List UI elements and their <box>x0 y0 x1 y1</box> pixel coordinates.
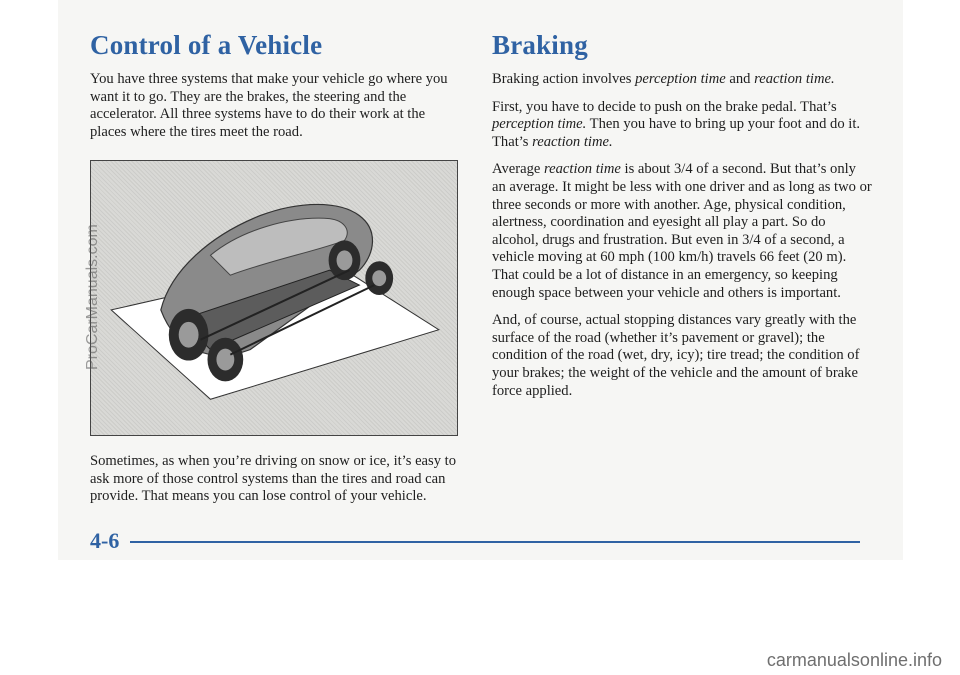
text-span: is about 3/4 of a second. But that’s only an average. It might be less with one driver and as long as two or three seconds or more with another. Age, physical condition, alertness, coordination and eyesight all play a part. So do alcohol, drugs and frustration. But even in 3/4 of a second, a vehicle moving at 60 mph (100 km/h) travels 66 feet (20 m). That could be a lot of distance in an emergency, so keeping enough space between your vehicle and others is important. <box>492 161 872 301</box>
text-span: Average <box>492 161 544 178</box>
emphasis-text: reaction time <box>544 161 621 178</box>
emphasis-text: perception time <box>635 71 726 87</box>
page-number: 4-6 <box>90 528 120 553</box>
text-span: First, you have to decide to push on the brake pedal. That’s <box>492 98 837 115</box>
braking-paragraph-1 <box>492 71 872 89</box>
braking-paragraph-2 <box>492 99 872 152</box>
car-chassis-image <box>91 161 457 435</box>
braking-paragraph-3 <box>492 161 872 302</box>
intro-paragraph: You have three systems that make your vehicle go where you want it to go. They are the brakes, the steering and the accelerator. All three systems have to do their work at the places where the tires meet the road. <box>90 71 448 140</box>
text-span: Then you have to bring up your foot and do it. That’s <box>492 116 861 150</box>
emphasis-text: reaction time. <box>532 133 613 150</box>
right-column <box>492 30 872 410</box>
footer-divider <box>130 541 860 543</box>
emphasis-text: perception time. <box>492 116 587 133</box>
braking-paragraph-4: And, of course, actual stopping distances vary greatly with the surface of the road (whether it’s pavement or gravel); the condition of the road (wet, dry, icy); tire tread; the condition of your brakes; the weight of the vehicle and the amount of brake force applied. <box>492 312 860 399</box>
left-column <box>90 30 460 151</box>
caption-text: Sometimes, as when you’re driving on snow or ice, it’s easy to ask more of those control systems than the tires and road can provide. That means you can lose control of your vehicle. <box>90 453 456 505</box>
emphasis-text: reaction time. <box>754 71 835 87</box>
side-watermark: ProCarManuals.com <box>84 224 101 370</box>
section-title-braking: Braking <box>492 30 588 60</box>
text-span: Braking action involves <box>492 71 636 87</box>
vehicle-illustration <box>90 160 458 436</box>
bottom-watermark: carmanualsonline.info <box>766 650 942 670</box>
text-span: and <box>725 71 755 87</box>
section-title-control: Control of a Vehicle <box>90 30 323 60</box>
caption-paragraph <box>90 453 460 516</box>
